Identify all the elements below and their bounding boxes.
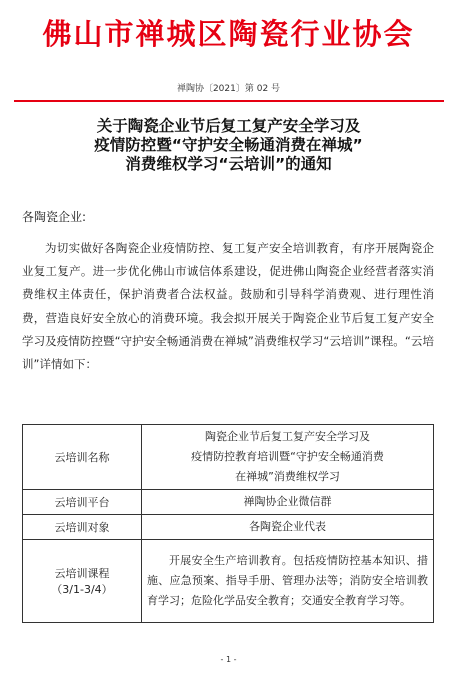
row-label [23,515,142,540]
body-paragraph: 为切实做好各陶瓷企业疫情防控、复工复产安全培训教育，有序开展陶瓷企业复工复产。进一步优化佛山市诚信体系建设，促进佛山陶瓷企业经营者落实消费维权主体责任，保护消费者合法权益。鼓励和引导科学消费观、进行理性消费，营造良好安全放心的消费环境。我会拟开展关于陶瓷企业节后复工复产安全学习及疫情防控暨“守护安全畅通消费在禅城”消费维权学习“云培训”课程。“云培训”详情如下： [22,241,434,372]
row-label [23,540,142,623]
page-number: - 1 - [220,655,237,664]
table-row [23,425,434,490]
row-label-text: 云培训名称 [54,451,110,464]
title-line: 关于陶瓷企业节后复工复产安全学习及 [96,117,361,135]
title-line: 疫情防控暨“守护安全畅通消费在禅城” [94,136,363,154]
row-value-line: 疫情防控教育培训暨“守护安全畅通消费 [191,450,384,463]
row-label-text: 云培训对象 [54,521,110,534]
table-row [23,515,434,540]
row-value [142,425,434,490]
row-label-text: 云培训课程 [54,567,110,580]
row-label-text: （3/1-3/4） [51,583,113,596]
row-value [142,515,434,540]
row-label [23,490,142,515]
document-title [0,117,457,174]
row-value-text: 禅陶协企业微信群 [243,495,332,508]
document-number: 禅陶协〔2021〕第 02 号 [176,84,281,94]
letterhead-red-rule [14,100,444,102]
row-value [142,490,434,515]
org-letterhead-title: 佛山市禅城区陶瓷行业协会 [42,17,415,51]
table-row [23,540,434,623]
row-value-line: 陶瓷企业节后复工复产安全学习及 [205,430,370,443]
row-label-text: 云培训平台 [54,496,110,509]
row-label [23,425,142,490]
row-value-text: 各陶瓷企业代表 [249,520,326,533]
table-row [23,490,434,515]
row-value: 开展安全生产培训教育。包括疫情防控基本知识、措施、应急预案、指导手册、管理办法等；消防安全培训教育学习；危险化学品安全教育；交通安全教育学习等。 [142,540,434,623]
training-info-table [22,424,434,623]
title-line: 消费维权学习“云培训”的通知 [125,155,332,173]
salutation: 各陶瓷企业: [22,210,87,224]
row-value-line: 在禅城”消费维权学习 [235,470,340,483]
